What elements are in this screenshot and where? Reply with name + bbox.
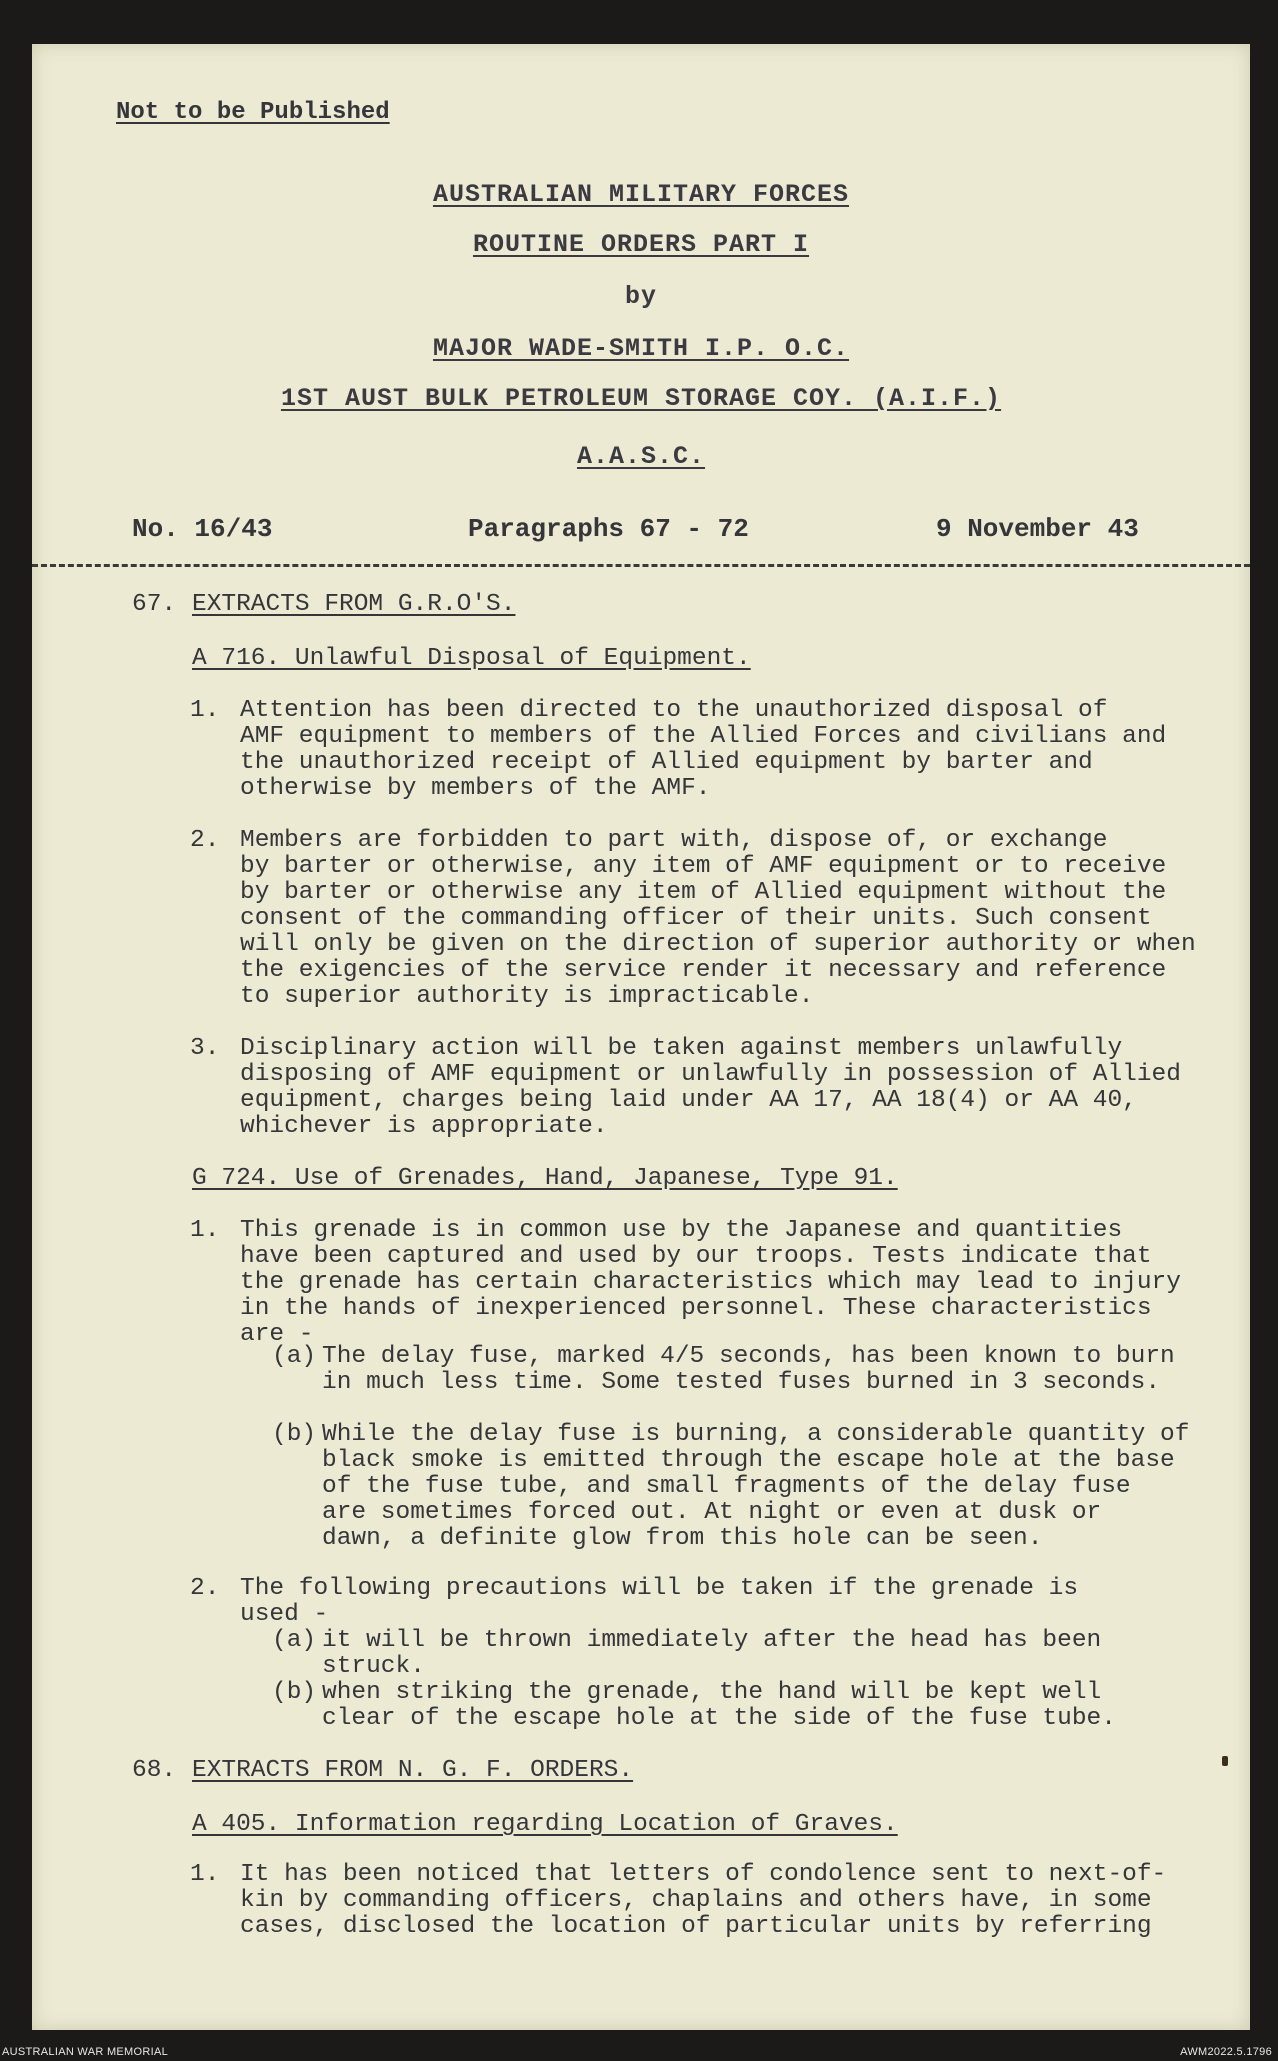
- paragraph-line: by barter or otherwise any item of Allied equipment without the: [240, 879, 1167, 906]
- paragraph-line: consent of the commanding officer of their units. Such consent: [240, 905, 1152, 932]
- order-number: No. 16/43: [132, 514, 273, 544]
- paragraph-line: While the delay fuse is burning, a considerable quantity of: [322, 1421, 1190, 1448]
- paragraph-line: to superior authority is impracticable.: [240, 983, 814, 1010]
- sub-item-label: (a): [272, 1627, 317, 1654]
- paragraph-line: when striking the grenade, the hand will be kept well: [322, 1679, 1102, 1706]
- ink-speck: [1222, 1756, 1228, 1766]
- section-number: 67.: [132, 591, 177, 618]
- header-line: AUSTRALIAN MILITARY FORCES: [432, 180, 850, 209]
- paragraph-line: are -: [240, 1321, 314, 1348]
- footer-accession: AWM2022.5.1796: [1180, 2046, 1272, 2058]
- item-number: 1.: [190, 1861, 220, 1888]
- header-line: by: [624, 282, 657, 311]
- paragraph-line: of the fuse tube, and small fragments of the delay fuse: [322, 1473, 1131, 1500]
- section-title: EXTRACTS FROM G.R.O'S.: [192, 591, 516, 618]
- sub-item-label: (b): [272, 1679, 317, 1706]
- item-number: 1.: [190, 1217, 220, 1244]
- paragraph-line: the grenade has certain characteristics which may lead to injury: [240, 1269, 1181, 1296]
- header-line: MAJOR WADE-SMITH I.P. O.C.: [432, 334, 850, 363]
- paragraph-line: This grenade is in common use by the Japanese and quantities: [240, 1217, 1123, 1244]
- item-number: 1.: [190, 697, 220, 724]
- paragraph-line: otherwise by members of the AMF.: [240, 775, 711, 802]
- subsection-title: A 405. Information regarding Location of Graves.: [192, 1811, 898, 1838]
- order-paragraphs: Paragraphs 67 - 72: [468, 514, 749, 544]
- paragraph-line: disposing of AMF equipment or unlawfully in possession of Allied: [240, 1061, 1181, 1088]
- item-number: 3.: [190, 1035, 220, 1062]
- header-line: A.A.S.C.: [576, 442, 706, 471]
- footer-credit: AUSTRALIAN WAR MEMORIAL: [2, 2046, 169, 2058]
- subsection-title: G 724. Use of Grenades, Hand, Japanese, Type 91.: [192, 1165, 898, 1192]
- restriction-note: Not to be Published: [116, 99, 390, 126]
- paragraph-line: are sometimes forced out. At night or even at dusk or: [322, 1499, 1102, 1526]
- paragraph-line: dawn, a definite glow from this hole can be seen.: [322, 1525, 1043, 1552]
- paragraph-line: will only be given on the direction of superior authority or when: [240, 931, 1196, 958]
- paragraph-line: struck.: [322, 1653, 425, 1680]
- paragraph-line: Disciplinary action will be taken against members unlawfully: [240, 1035, 1123, 1062]
- paragraph-line: it will be thrown immediately after the head has been: [322, 1627, 1102, 1654]
- header-line: ROUTINE ORDERS PART I: [472, 230, 810, 259]
- paragraph-line: AMF equipment to members of the Allied Forces and civilians and: [240, 723, 1167, 750]
- paragraph-line: used -: [240, 1601, 329, 1628]
- item-number: 2.: [190, 1575, 220, 1602]
- paragraph-line: whichever is appropriate.: [240, 1113, 608, 1140]
- paragraph-line: Attention has been directed to the unauthorized disposal of: [240, 697, 1108, 724]
- item-number: 2.: [190, 827, 220, 854]
- paragraph-line: the unauthorized receipt of Allied equipment by barter and: [240, 749, 1093, 776]
- paragraph-line: in much less time. Some tested fuses burned in 3 seconds.: [322, 1369, 1161, 1396]
- paragraph-line: clear of the escape hole at the side of the fuse tube.: [322, 1705, 1116, 1732]
- order-date: 9 November 43: [936, 514, 1139, 544]
- paragraph-line: cases, disclosed the location of particular units by referring: [240, 1913, 1152, 1940]
- section-title: EXTRACTS FROM N. G. F. ORDERS.: [192, 1757, 634, 1784]
- paragraph-line: kin by commanding officers, chaplains and others have, in some: [240, 1887, 1152, 1914]
- paragraph-line: the exigencies of the service render it necessary and reference: [240, 957, 1167, 984]
- separator-rule: [32, 564, 1250, 567]
- header-line: 1ST AUST BULK PETROLEUM STORAGE COY. (A.I.F.): [280, 384, 1002, 413]
- paragraph-line: equipment, charges being laid under AA 17, AA 18(4) or AA 40,: [240, 1087, 1137, 1114]
- paragraph-line: Members are forbidden to part with, dispose of, or exchange: [240, 827, 1108, 854]
- paragraph-line: The following precautions will be taken if the grenade is: [240, 1575, 1079, 1602]
- document-page: [32, 44, 1250, 2030]
- paragraph-line: The delay fuse, marked 4/5 seconds, has been known to burn: [322, 1343, 1175, 1370]
- paragraph-line: have been captured and used by our troops. Tests indicate that: [240, 1243, 1152, 1270]
- paragraph-line: in the hands of inexperienced personnel. These characteristics: [240, 1295, 1152, 1322]
- paragraph-line: black smoke is emitted through the escape hole at the base: [322, 1447, 1175, 1474]
- sub-item-label: (a): [272, 1343, 317, 1370]
- subsection-title: A 716. Unlawful Disposal of Equipment.: [192, 645, 751, 672]
- sub-item-label: (b): [272, 1421, 317, 1448]
- paragraph-line: It has been noticed that letters of condolence sent to next-of-: [240, 1861, 1167, 1888]
- section-number: 68.: [132, 1757, 177, 1784]
- paragraph-line: by barter or otherwise, any item of AMF equipment or to receive: [240, 853, 1167, 880]
